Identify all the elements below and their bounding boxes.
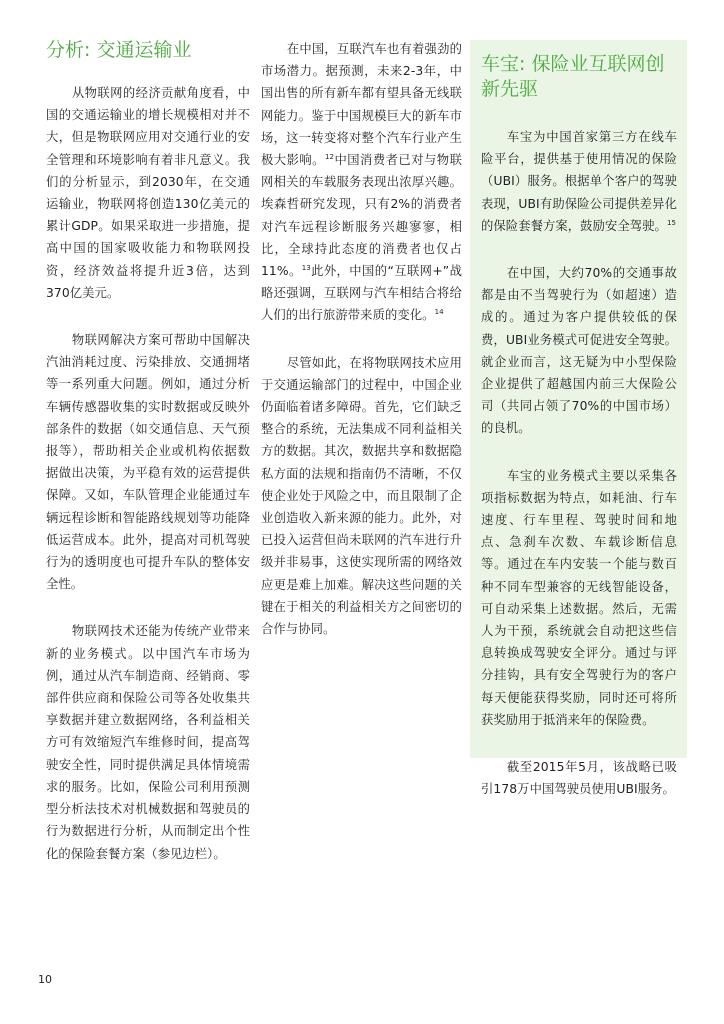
paragraph-text: 中国消费者已对与物联网相关的车载服务表现出浓厚兴趣。埃森哲研究发现，只有2%的消费者对汽车远程诊断服务兴趣寥寥，相比，全球持此态度的消费者也仅占11%。 [261, 153, 462, 279]
body-paragraph [261, 38, 462, 327]
footnote-ref: 12 [324, 152, 335, 161]
left-column [46, 38, 250, 890]
sidebar-paragraph: 截至2015年5月，该战略已吸引178万中国驾驶员使用UBI服务。 [481, 760, 677, 797]
paragraph-text: 在中国，互联汽车也有着强劲的市场潜力。据预测，未来2-3年，中国出售的所有新车都有望具备无线联网能力。鉴于中国规模巨大的新车市场，这一转变将对整个汽车行业产生极大影响。 [261, 42, 462, 168]
section-title: 分析: 交通运输业 [46, 39, 192, 61]
footnote-ref: 15 [666, 218, 677, 227]
sidebar-paragraph: 车宝的业务模式主要以采集各项指标数据为特点，如耗油、行车速度、行车里程、驾驶时间和地点、急刹车次数、车载诊断信息等。通过在车内安装一个能与数百种不同车型兼容的无线智能设备，可自动采集上述数据。然后，无需人为干预，系统就会自动把这些信息转换成驾驶安全评分。通过与评分挂钩，具有安全驾驶行为的客户每天便能获得奖励，同时还可将所获奖励用于抵消来年的保险费。 [481, 468, 677, 727]
middle-column [261, 38, 462, 665]
sidebar-box [470, 40, 687, 797]
paragraph-text: 此外，中国的“互联网+”战略还强调，互联网与汽车相结合将给人们的出行旅游带来质的变化。 [261, 264, 462, 323]
page-number: 10 [38, 973, 52, 986]
sidebar-paragraph: 在中国，大约70%的交通事故都是由不当驾驶行为（如超速）造成的。通过为客户提供较低的保费，UBI业务模式可促进安全驾驶。就企业而言，这无疑为中小型保险企业提供了超越国内前三大保险公司（共同占领了70%的中国市场）的良机。 [481, 266, 677, 436]
body-paragraph: 物联网技术还能为传统产业带来新的业务模式。以中国汽车市场为例，通过从汽车制造商、经销商、零部件供应商和保险公司等各处收集共享数据并建立数据网络，各利益相关方可有效缩短汽车维修时间，提高驾驶安全性，同时提供满足具体情境需求的服务。比如，保险公司利用预测型分析法技术对机械数据和驾驶员的行为数据进行分析，从而制定出个性化的保险套餐方案（参见边栏）。 [46, 624, 250, 861]
sidebar-paragraph [481, 126, 677, 237]
body-paragraph: 物联网解决方案可帮助中国解决汽油消耗过度、污染排放、交通拥堵等一系列重大问题。例如，通过分析车辆传感器收集的实时数据或反映外部条件的数据（如交通信息、天气预报等），帮助相关企业或机构依据数据做出决策，为平稳有效的运营提供保障。又如，车队管理企业能通过车辆远程诊断和智能路线规划等功能降低运营成本。此外，提高对司机驾驶行为的透明度也可提升车队的整体安全性。 [46, 333, 250, 592]
footnote-ref: 13 [301, 263, 311, 272]
sidebar-title: 车宝: 保险业互联网创新先驱 [481, 53, 665, 100]
body-paragraph: 从物联网的经济贡献角度看，中国的交通运输业的增长规模相对并不大，但是物联网应用对交通行业的安全管理和环境影响有着非凡意义。我们的分析显示，到2030年，在交通运输业，物联网将创造130亿美元的累计GDP。如果采取进一步措施，提高中国的国家吸收能力和物联网投资，经济效益将提升近3倍，达到370亿美元。 [46, 86, 250, 300]
footnote-ref: 14 [434, 308, 444, 317]
body-paragraph: 尽管如此，在将物联网技术应用于交通运输部门的过程中，中国企业仍面临着诸多障碍。首先，它们缺乏整合的系统，无法集成不同利益相关方的数据。其次，数据共享和数据隐私方面的法规和指南仍不清晰，不仅使企业处于风险之中，而且限制了企业创造收入新来源的能力。此外，对已投入运营但尚未联网的汽车进行升级并非易事，这使实现所需的网络效应更是难上加难。解决这些问题的关键在于相关的利益相关方之间密切的合作与协同。 [261, 355, 462, 637]
paragraph-text: 车宝为中国首家第三方在线车险平台，提供基于使用情况的保险（UBI）服务。根据单个客户的驾驶表现，UBI有助保险公司提供差异化的保险套餐方案，鼓励安全驾驶。 [481, 130, 677, 233]
